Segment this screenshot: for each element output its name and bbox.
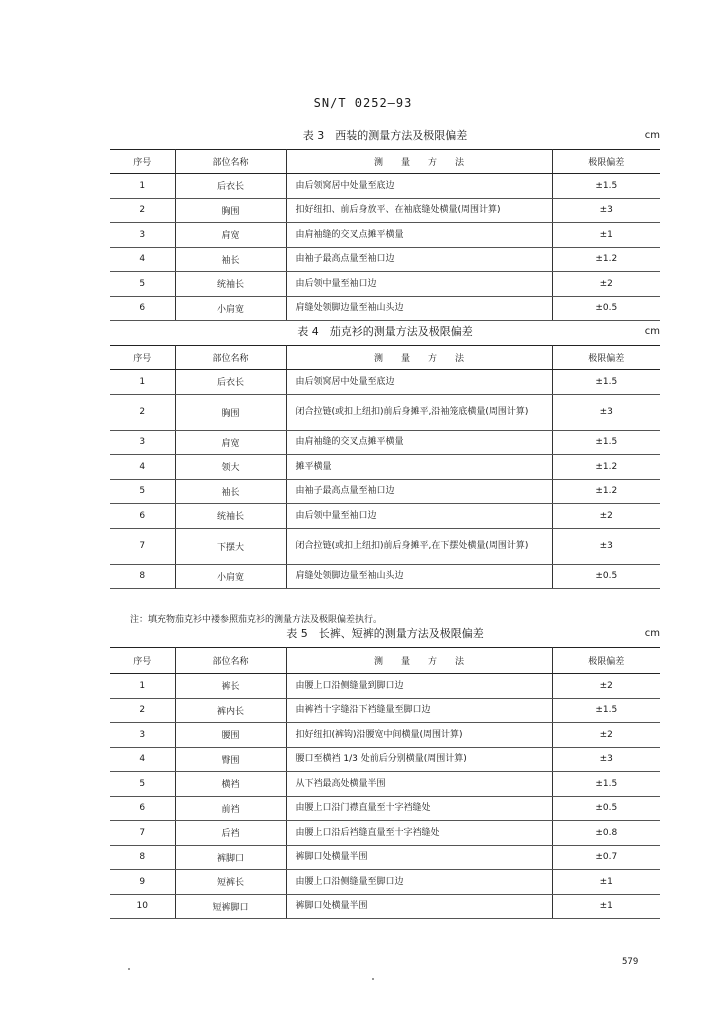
cell-method: 由腰上口沿侧缝量到脚口边 [286, 674, 552, 699]
cell-method: 扣好纽扣(裤钩)沿腰宽中间横量(周围计算) [286, 723, 552, 748]
cell-seq: 3 [110, 723, 175, 748]
table-row [110, 247, 660, 272]
cell-part: 后衣长 [175, 370, 286, 395]
cell-part: 前裆 [175, 796, 286, 821]
cell-method: 裤脚口处横量半围 [286, 894, 552, 919]
cell-method: 由裤裆十字缝沿下裆缝量至脚口边 [286, 698, 552, 723]
cell-seq: 5 [110, 272, 175, 297]
cell-part: 小肩宽 [175, 296, 286, 321]
cell-tolerance: ±1 [552, 870, 660, 895]
cell-tolerance: ±0.8 [552, 821, 660, 846]
cell-seq: 4 [110, 747, 175, 772]
cell-method: 扣好纽扣、前后身放平、在袖底缝处横量(周围计算) [286, 198, 552, 223]
table-3 [110, 149, 660, 321]
cell-tolerance: ±2 [552, 504, 660, 529]
cell-part: 统袖长 [175, 504, 286, 529]
column-header-part: 部位名称 [175, 150, 286, 174]
cell-part: 短裤脚口 [175, 894, 286, 919]
cell-tolerance: ±3 [552, 528, 660, 564]
cell-part: 下摆大 [175, 528, 286, 564]
cell-tolerance: ±0.5 [552, 564, 660, 589]
cell-method: 闭合拉链(或扣上纽扣)前后身摊平,在下摆处横量(周围计算) [286, 528, 552, 564]
table-5-unit: cm [644, 628, 660, 639]
column-header-tolerance: 极限偏差 [552, 648, 660, 674]
cell-tolerance: ±2 [552, 674, 660, 699]
scan-speck [372, 978, 374, 980]
table-row [110, 870, 660, 895]
cell-seq: 3 [110, 223, 175, 248]
cell-tolerance: ±1.5 [552, 370, 660, 395]
table-row [110, 796, 660, 821]
cell-part: 短裤长 [175, 870, 286, 895]
table-4 [110, 345, 660, 589]
table-row [110, 528, 660, 564]
table-row [110, 845, 660, 870]
cell-tolerance: ±2 [552, 723, 660, 748]
cell-part: 裤脚口 [175, 845, 286, 870]
cell-method: 摊平横量 [286, 455, 552, 480]
column-header-tolerance: 极限偏差 [552, 150, 660, 174]
cell-part: 袖长 [175, 479, 286, 504]
cell-seq: 6 [110, 796, 175, 821]
cell-part: 胸围 [175, 198, 286, 223]
cell-part: 胸围 [175, 394, 286, 430]
cell-tolerance: ±0.7 [552, 845, 660, 870]
table-row [110, 198, 660, 223]
table-row [110, 174, 660, 199]
column-header-seq: 序号 [110, 648, 175, 674]
cell-tolerance: ±1 [552, 223, 660, 248]
cell-tolerance: ±1 [552, 894, 660, 919]
cell-part: 肩宽 [175, 223, 286, 248]
cell-seq: 4 [110, 247, 175, 272]
cell-part: 后裆 [175, 821, 286, 846]
column-header-method: 测 量 方 法 [286, 346, 552, 370]
table-4-title: 表 4 茄克衫的测量方法及极限偏差 [297, 325, 473, 338]
cell-tolerance: ±0.5 [552, 796, 660, 821]
cell-tolerance: ±1.2 [552, 479, 660, 504]
table-row [110, 370, 660, 395]
cell-seq: 6 [110, 504, 175, 529]
table-row [110, 479, 660, 504]
table-row [110, 698, 660, 723]
table-5-title: 表 5 长裤、短裤的测量方法及极限偏差 [286, 627, 484, 640]
table-row [110, 455, 660, 480]
cell-part: 裤内长 [175, 698, 286, 723]
column-header-part: 部位名称 [175, 648, 286, 674]
column-header-method: 测 量 方 法 [286, 648, 552, 674]
cell-method: 由袖子最高点量至袖口边 [286, 247, 552, 272]
table-row [110, 723, 660, 748]
cell-method: 由腰上口沿侧缝量至脚口边 [286, 870, 552, 895]
cell-method: 由肩袖缝的交叉点摊平横量 [286, 430, 552, 455]
column-header-seq: 序号 [110, 346, 175, 370]
cell-tolerance: ±1.2 [552, 455, 660, 480]
cell-part: 肩宽 [175, 430, 286, 455]
cell-seq: 7 [110, 821, 175, 846]
column-header-method: 测 量 方 法 [286, 150, 552, 174]
cell-part: 统袖长 [175, 272, 286, 297]
table-row [110, 674, 660, 699]
cell-method: 由袖子最高点量至袖口边 [286, 479, 552, 504]
table-3-unit: cm [644, 130, 660, 141]
cell-seq: 5 [110, 479, 175, 504]
cell-tolerance: ±3 [552, 747, 660, 772]
cell-method: 由后领窝居中处量至底边 [286, 370, 552, 395]
cell-seq: 2 [110, 698, 175, 723]
cell-method: 由后领窝居中处量至底边 [286, 174, 552, 199]
table-row [110, 223, 660, 248]
column-header-seq: 序号 [110, 150, 175, 174]
table-5 [110, 647, 660, 919]
cell-method: 腰口至横裆 1/3 处前后分别横量(周围计算) [286, 747, 552, 772]
table-3-title: 表 3 西装的测量方法及极限偏差 [302, 129, 468, 142]
cell-part: 小肩宽 [175, 564, 286, 589]
cell-part: 袖长 [175, 247, 286, 272]
cell-tolerance: ±1.5 [552, 698, 660, 723]
cell-seq: 8 [110, 845, 175, 870]
cell-method: 由腰上口沿门襟直量至十字裆缝处 [286, 796, 552, 821]
cell-seq: 9 [110, 870, 175, 895]
cell-method: 从下裆最高处横量半围 [286, 772, 552, 797]
cell-tolerance: ±3 [552, 198, 660, 223]
table-row [110, 394, 660, 430]
cell-tolerance: ±2 [552, 272, 660, 297]
table-4-unit: cm [644, 326, 660, 337]
cell-seq: 1 [110, 174, 175, 199]
cell-seq: 8 [110, 564, 175, 589]
cell-seq: 2 [110, 198, 175, 223]
cell-method: 肩缝处领脚边量至袖山头边 [286, 296, 552, 321]
table-5-caption [110, 624, 660, 644]
cell-seq: 7 [110, 528, 175, 564]
cell-seq: 6 [110, 296, 175, 321]
cell-part: 领大 [175, 455, 286, 480]
cell-seq: 3 [110, 430, 175, 455]
table-row [110, 747, 660, 772]
cell-seq: 10 [110, 894, 175, 919]
cell-seq: 1 [110, 674, 175, 699]
table-row [110, 894, 660, 919]
table-4-caption [110, 322, 660, 342]
scan-speck [128, 968, 130, 970]
cell-seq: 2 [110, 394, 175, 430]
cell-part: 横裆 [175, 772, 286, 797]
table-row [110, 296, 660, 321]
table-row [110, 821, 660, 846]
cell-method: 肩缝处领脚边量至袖山头边 [286, 564, 552, 589]
table-3-caption [110, 126, 660, 146]
table-note: 注：填充物茄克衫中褛参照茄克衫的测量方法及极限偏差执行。 [130, 615, 383, 625]
cell-method: 由后领中量至袖口边 [286, 272, 552, 297]
cell-method: 闭合拉链(或扣上纽扣)前后身摊平,沿袖笼底横量(周围计算) [286, 394, 552, 430]
cell-tolerance: ±1.5 [552, 772, 660, 797]
cell-seq: 5 [110, 772, 175, 797]
column-header-part: 部位名称 [175, 346, 286, 370]
cell-method: 由后领中量至袖口边 [286, 504, 552, 529]
table-row [110, 564, 660, 589]
table-row [110, 430, 660, 455]
table-row [110, 504, 660, 529]
cell-part: 腰围 [175, 723, 286, 748]
cell-part: 裤长 [175, 674, 286, 699]
cell-seq: 4 [110, 455, 175, 480]
document-code: SN/T 0252—93 [313, 96, 413, 110]
cell-tolerance: ±0.5 [552, 296, 660, 321]
column-header-tolerance: 极限偏差 [552, 346, 660, 370]
cell-part: 后衣长 [175, 174, 286, 199]
table-row [110, 772, 660, 797]
cell-method: 裤脚口处横量半围 [286, 845, 552, 870]
cell-method: 由肩袖缝的交叉点摊平横量 [286, 223, 552, 248]
page-number: 579 [622, 957, 639, 967]
cell-seq: 1 [110, 370, 175, 395]
cell-method: 由腰上口沿后裆缝直量至十字裆缝处 [286, 821, 552, 846]
cell-tolerance: ±1.5 [552, 174, 660, 199]
cell-tolerance: ±1.5 [552, 430, 660, 455]
cell-tolerance: ±1.2 [552, 247, 660, 272]
cell-tolerance: ±3 [552, 394, 660, 430]
table-row [110, 272, 660, 297]
cell-part: 臀围 [175, 747, 286, 772]
